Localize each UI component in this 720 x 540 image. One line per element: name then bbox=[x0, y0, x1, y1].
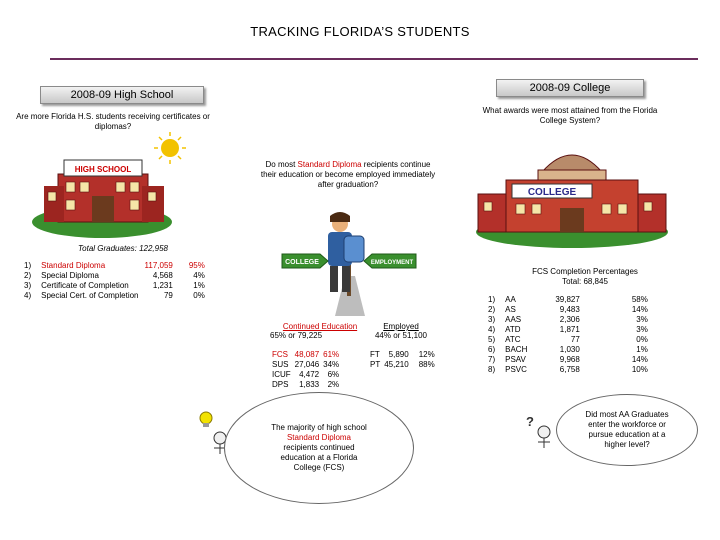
bubble-left-post: recipients continued education at a Florida College (FCS) bbox=[280, 443, 358, 472]
fcs-total: Total: 68,845 bbox=[562, 277, 608, 286]
speech-bubble-right: Did most AA Graduates enter the workforce or pursue education at a higher level? bbox=[556, 394, 698, 466]
diploma-type: Standard Diploma bbox=[41, 261, 106, 270]
diploma-count: 117,059 bbox=[144, 261, 173, 270]
award-type: PSVC bbox=[505, 365, 527, 374]
award-count: 77 bbox=[570, 335, 580, 344]
employment-type: FT bbox=[370, 350, 380, 359]
continued-education-value: 65% or 79,225 bbox=[270, 331, 323, 340]
award-count: 6,758 bbox=[559, 365, 580, 374]
award-type: ATC bbox=[505, 335, 521, 344]
employed bbox=[366, 322, 436, 340]
award-percent: 58% bbox=[631, 295, 648, 304]
diploma-percent: 4% bbox=[193, 271, 205, 280]
table-row bbox=[272, 360, 339, 370]
employment-percent: 12% bbox=[418, 350, 435, 359]
table-row bbox=[24, 281, 205, 291]
sun bbox=[161, 139, 179, 157]
row-index: 5) bbox=[488, 335, 496, 344]
institution-percent: 34% bbox=[323, 360, 340, 369]
college-illustration bbox=[472, 132, 672, 250]
employment-type: PT bbox=[370, 360, 381, 369]
diploma-percent: 1% bbox=[193, 281, 205, 290]
fcs-completion-table bbox=[488, 295, 648, 375]
table-row bbox=[488, 335, 648, 345]
row-index: 4) bbox=[488, 325, 496, 334]
institution-name: DPS bbox=[272, 380, 289, 389]
award-percent: 10% bbox=[631, 365, 648, 374]
continued-education-label: Continued Education bbox=[282, 322, 358, 331]
college-sign-label: COLLEGE bbox=[285, 259, 319, 266]
table-row bbox=[370, 360, 435, 370]
row-index: 7) bbox=[488, 355, 496, 364]
award-percent: 1% bbox=[636, 345, 648, 354]
institution-name: FCS bbox=[272, 350, 288, 359]
center-question-post: recipients continue their education or become employed immediately after graduation? bbox=[260, 160, 436, 189]
center-question bbox=[258, 160, 438, 190]
table-row bbox=[24, 261, 205, 271]
row-index: 3) bbox=[24, 281, 32, 290]
award-count: 9,968 bbox=[559, 355, 580, 364]
employed-value: 44% or 51,100 bbox=[374, 331, 428, 340]
diploma-count: 4,568 bbox=[152, 271, 173, 280]
award-percent: 0% bbox=[636, 335, 648, 344]
award-count: 1,871 bbox=[559, 325, 580, 334]
table-row bbox=[370, 350, 435, 360]
student-figure bbox=[328, 212, 364, 292]
high-school-question: Are more Florida H.S. students receiving certificates or diplomas? bbox=[16, 112, 210, 131]
award-type: PSAV bbox=[505, 355, 526, 364]
employment-direction-sign bbox=[364, 254, 416, 268]
row-index: 3) bbox=[488, 315, 496, 324]
fcs-completion-header bbox=[520, 267, 650, 287]
award-percent: 14% bbox=[631, 355, 648, 364]
award-count: 39,827 bbox=[555, 295, 580, 304]
center-question-highlight: Standard Diploma bbox=[297, 160, 362, 169]
award-type: AA bbox=[505, 295, 516, 304]
award-type: BACH bbox=[505, 345, 528, 354]
college-direction-sign bbox=[282, 254, 328, 268]
question-mark-icon: ? bbox=[526, 414, 534, 429]
employed-label: Employed bbox=[383, 322, 419, 331]
award-count: 9,483 bbox=[559, 305, 580, 314]
row-index: 2) bbox=[24, 271, 32, 280]
award-percent: 3% bbox=[636, 325, 648, 334]
table-row bbox=[488, 305, 648, 315]
high-school-table bbox=[24, 261, 205, 301]
table-row bbox=[272, 370, 339, 380]
award-percent: 14% bbox=[631, 305, 648, 314]
institution-name: ICUF bbox=[272, 370, 291, 379]
high-school-tab: 2008-09 High School bbox=[40, 86, 204, 104]
row-index: 8) bbox=[488, 365, 496, 374]
institution-count: 48,087 bbox=[294, 350, 320, 359]
diploma-count: 1,231 bbox=[152, 281, 173, 290]
student-crossroads-illustration bbox=[280, 206, 420, 316]
table-row bbox=[488, 325, 648, 335]
row-index: 1) bbox=[488, 295, 496, 304]
college-tab: 2008-09 College bbox=[496, 79, 644, 97]
table-row bbox=[488, 365, 648, 375]
lightbulb-icon bbox=[200, 412, 212, 427]
institution-count: 27,046 bbox=[294, 360, 320, 369]
award-type: AAS bbox=[505, 315, 522, 324]
table-row bbox=[24, 291, 205, 301]
table-row bbox=[488, 355, 648, 365]
institution-count: 1,833 bbox=[299, 380, 320, 389]
table-row bbox=[488, 315, 648, 325]
total-graduates: Total Graduates: 122,958 bbox=[78, 244, 168, 253]
table-row bbox=[272, 350, 339, 360]
table-row bbox=[24, 271, 205, 281]
diploma-type: Special Diploma bbox=[41, 271, 99, 280]
institution-percent: 61% bbox=[323, 350, 340, 359]
institution-count: 4,472 bbox=[299, 370, 320, 379]
continued-education bbox=[270, 322, 370, 340]
college-question: What awards were most attained from the Florida College System? bbox=[482, 106, 658, 125]
college-sign: COLLEGE bbox=[527, 187, 577, 198]
diploma-percent: 0% bbox=[193, 291, 205, 300]
continued-education-table bbox=[272, 350, 339, 390]
employment-count: 45,210 bbox=[384, 360, 409, 369]
diploma-count: 79 bbox=[163, 291, 173, 300]
row-index: 4) bbox=[24, 291, 32, 300]
award-type: AS bbox=[505, 305, 516, 314]
employment-count: 5,890 bbox=[388, 350, 409, 359]
bubble-left-highlight: Standard Diploma bbox=[286, 433, 352, 442]
award-type: ATD bbox=[505, 325, 521, 334]
row-index: 6) bbox=[488, 345, 496, 354]
row-index: 2) bbox=[488, 305, 496, 314]
institution-percent: 6% bbox=[327, 370, 340, 379]
employment-percent: 88% bbox=[418, 360, 435, 369]
diploma-percent: 95% bbox=[188, 261, 205, 270]
diploma-type: Special Cert. of Completion bbox=[41, 291, 139, 300]
high-school-sign: HIGH SCHOOL bbox=[74, 165, 132, 174]
diploma-type: Certificate of Completion bbox=[41, 281, 129, 290]
row-index: 1) bbox=[24, 261, 32, 270]
high-school-illustration bbox=[30, 130, 190, 240]
employed-table bbox=[370, 350, 435, 370]
thinking-figure-right bbox=[518, 412, 558, 452]
center-question-pre: Do most bbox=[265, 160, 298, 169]
award-percent: 3% bbox=[636, 315, 648, 324]
speech-bubble-left bbox=[224, 392, 414, 504]
award-count: 1,030 bbox=[559, 345, 580, 354]
table-row bbox=[488, 345, 648, 355]
table-row bbox=[272, 380, 339, 390]
institution-percent: 2% bbox=[327, 380, 340, 389]
page-title: TRACKING FLORIDA’S STUDENTS bbox=[250, 24, 470, 39]
bubble-left-pre: The majority of high school bbox=[271, 423, 367, 432]
title-divider bbox=[50, 58, 698, 60]
employment-sign-label: EMPLOYMENT bbox=[370, 260, 414, 266]
award-count: 2,306 bbox=[559, 315, 580, 324]
table-row bbox=[488, 295, 648, 305]
fcs-title: FCS Completion Percentages bbox=[532, 267, 638, 276]
institution-name: SUS bbox=[272, 360, 289, 369]
